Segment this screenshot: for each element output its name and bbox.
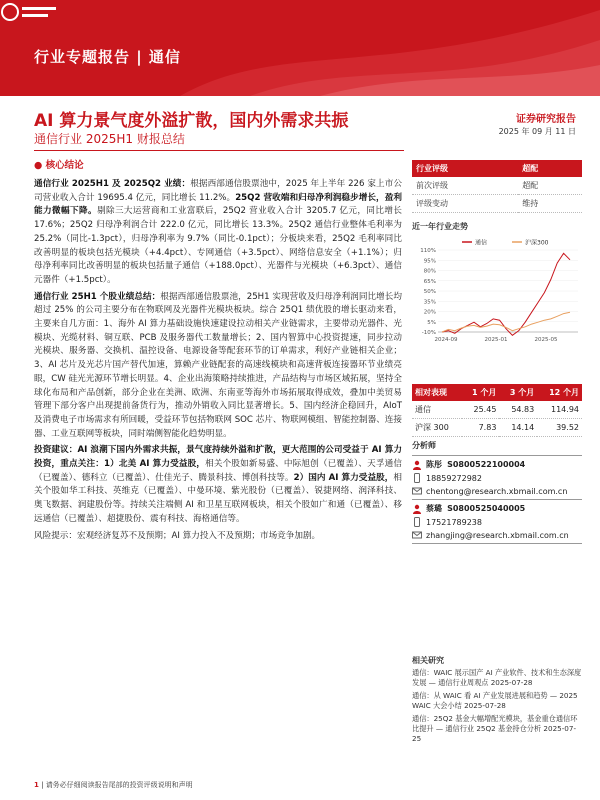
analyst-email-row: [412, 530, 582, 540]
analyst-phone-row: [412, 473, 582, 483]
analyst-section: [412, 440, 582, 547]
paragraph-risk: [34, 530, 402, 544]
para1-text: 根据西部通信股票池中，2025 年上半年 226 家上市公司营业收入合计 19695.4 亿元，同比增长 11.2%。: [34, 179, 402, 203]
phone-icon: [412, 473, 422, 483]
analyst-cert: S0800522100004: [447, 460, 526, 469]
analyst-name: 蔡璐: [426, 504, 442, 513]
related-title: 相关研究: [412, 656, 444, 665]
analyst-title: 分析师: [412, 441, 436, 450]
perf-cell: 14.14: [499, 419, 537, 437]
series-line-通信: [442, 253, 570, 335]
y-tick-label: 35%: [423, 299, 436, 306]
perf-cell: 114.94: [537, 401, 582, 419]
rating-head-label: 行业评级: [412, 160, 518, 177]
perf-cell: 39.52: [537, 419, 582, 437]
rating-value: 超配: [518, 177, 582, 195]
para4-text: 风险提示：宏观经济复苏不及预期；AI 算力投入不及预期；市场竞争加剧。: [34, 530, 321, 541]
perf-cell: 沪深 300: [412, 419, 462, 437]
para3-lead2: 2）国内 AI 算力受益股，: [293, 472, 394, 483]
perf-header-cell: 12 个月: [537, 384, 582, 401]
email-icon: [412, 486, 422, 496]
related-research: [412, 656, 582, 744]
legend-label: 沪深300: [525, 239, 549, 247]
y-tick-label: 95%: [423, 258, 436, 265]
analyst-email[interactable]: zhangjing@research.xbmail.com.cn: [426, 530, 569, 540]
sidebar: [412, 160, 582, 346]
perf-header-cell: 相对表现: [412, 384, 462, 401]
legend-label: 通信: [475, 239, 488, 247]
related-item[interactable]: 通信：WAIC 展示国产 AI 产业软件、技术和生态深度发展 — 通信行业周观点 2025-07-28: [412, 668, 582, 687]
y-tick-label: 5%: [427, 319, 436, 326]
paragraph-investment: [34, 444, 402, 526]
analyst-phone: 17521789238: [426, 517, 482, 527]
banner-title: 行业专题报告 | 通信: [34, 48, 181, 66]
analyst-name-row: [412, 503, 582, 514]
perf-header-cell: 1 个月: [462, 384, 500, 401]
perf-cell: 7.83: [462, 419, 500, 437]
para2-lead: 通信行业 25H1 个股业绩总结：: [34, 291, 161, 302]
phone-icon: [412, 517, 422, 527]
report-title: AI 算力景气度外溢扩散，国内外需求共振: [34, 111, 349, 131]
y-tick-label: 80%: [423, 268, 436, 275]
paragraph-stock-summary: [34, 291, 402, 442]
report-date: 2025 年 09 月 11 日: [498, 127, 576, 136]
perf-header-row: [412, 384, 582, 401]
analyst-email[interactable]: chentong@research.xbmail.com.cn: [426, 486, 568, 496]
para3-text2: 相关个股如华工科技、英维克（已覆盖）、中曼环境、紫光股份（已覆盖）、锐捷网络、润泽科技、奥飞数据、润建股份等。持续关注端侧 AI 和卫星互联网板块，相关个股如广和通（已覆盖）、移远通信（已覆盖）、超捷股份、震有科技、海格通信等。: [34, 472, 403, 524]
rating-value: 维持: [518, 195, 582, 213]
section-head: ● 核心结论: [34, 160, 84, 171]
perf-cell: 25.45: [462, 401, 500, 419]
analyst-email-row: [412, 486, 582, 496]
analyst-cert: S0800525040005: [447, 504, 526, 513]
y-tick-label: -10%: [421, 330, 436, 336]
paragraph-performance: [34, 178, 402, 288]
para3-lead: 投资建议：AI 浪潮下国内外需求共振，景气度持续外溢和扩散，更大范围的公司受益于 AI 算力投资，重点关注：1）北美 AI 算力受益股，: [34, 445, 402, 470]
para1-lead: 通信行业 2025H1 及 2025Q2 业绩：: [34, 179, 191, 189]
rating-row: [412, 195, 582, 213]
performance-table: [412, 384, 582, 437]
x-tick-label: 2024-09: [434, 337, 458, 343]
report-type: 证券研究报告: [516, 114, 576, 125]
performance-section: [412, 384, 582, 437]
rating-label: 评级变动: [412, 195, 518, 213]
person-icon: [412, 504, 422, 514]
title-divider: [34, 150, 404, 151]
perf-cell: 54.83: [499, 401, 537, 419]
analyst-divider: [412, 499, 582, 500]
analyst-divider: [412, 543, 582, 544]
person-icon: [412, 460, 422, 470]
x-tick-label: 2025-01: [484, 337, 508, 343]
analyst-name-row: [412, 459, 582, 470]
y-tick-label: 110%: [420, 248, 436, 254]
related-item[interactable]: 通信：从 WAIC 看 AI 产业发展进展和趋势 — 2025 WAIC 大会小结 2025-07-28: [412, 691, 578, 710]
para1-lead2: 25Q2 营收端和归母净利润稳步增长，盈利能力微幅下降。: [34, 192, 402, 217]
rating-head-value: 超配: [518, 160, 582, 177]
x-tick-label: 2025-05: [534, 337, 558, 343]
company-logo-icon: [0, 0, 60, 24]
chart-title: 近一年行业走势: [412, 222, 468, 231]
report-subtitle: 通信行业 2025H1 财报总结: [34, 132, 185, 146]
report-body: [34, 178, 402, 546]
perf-row: [412, 419, 582, 437]
rating-label: 前次评级: [412, 177, 518, 195]
y-tick-label: 20%: [423, 309, 436, 316]
perf-row: [412, 401, 582, 419]
analyst-phone: 18859272982: [426, 473, 482, 483]
perf-header-cell: 3 个月: [499, 384, 537, 401]
y-tick-label: 50%: [423, 289, 436, 295]
trend-chart: [412, 236, 582, 346]
email-icon: [412, 530, 422, 540]
para3-text: 相关个股如新易盛、中际旭创（已覆盖）、天孚通信（已覆盖）、德科立（已覆盖）、仕佳光子、腾景科技、博创科技等。: [34, 459, 403, 483]
rating-head-row: [412, 160, 582, 177]
analyst-name: 陈彤: [426, 460, 442, 469]
trend-chart-svg: [412, 236, 582, 346]
para1-text2: 剔除三大运营商和工业富联后，25Q2 营业收入合计 3205.7 亿元，同比增长 17.6%；25Q2 归母净利润合计 222.0 亿元，同比增长 13.3%。25Q2 通信行业整体毛利率为 25.2%（同比-1.3pct），归母净利率为 9.7%（同比-0.1pct）；分板块来看，25Q2 毛利率同比改善明显的板块包括光模块（+4.4pct）、专网通信（+3.5pct）、网络信息安全（+1.1%）；归母净利率同比改善明显的板块包括量子通信（+188.0pct）、光器件与光模块（+6.3pct）、通信元器件（+1.5pct）。: [34, 206, 402, 285]
section-head-label: 核心结论: [45, 160, 84, 171]
perf-cell: 通信: [412, 401, 462, 419]
para2-text: 根据西部通信股票池，25H1 实现营收及归母净利润同比增长均超过 25% 的公司主要分布在物联网及光器件光模块板块。综合 25Q1 绩优股的增长驱动来看，主要来自几方面：1、海外 AI 算力基础设施快速建设拉动相关产业链需求，主要带动光器件、光模块、光缆材料、铜互联、PCB 及服务器代工数量增长；2、国内智算中心投资提速，同步拉动光模块、服务器、交换机、温控设备、电源设备等配套环节的订单需求，利好产业链相关企业；3、AI 芯片及光芯片国产替代加速，算赖产业链配套的高速线模块和高速背板连接器环节业绩亮眼，CW 硅光光源环节增长明显。4、企业出海策略持续推进，产品结构与市场区域拓展，坚持全球化布局和产品创新，部分企业在美洲、欧洲、东南亚等海外市场拓展取得成效，叠加中美贸易管理下部分客户出现提前备货行为，推动外销收入同比显著增长。5、国内经济企稳回升，AIoT 及消费电子市场需求有所回暖，受益环节包括物联网 SOC 芯片、物联网模组、智能控制器、连接器、工业互联网等板块，同时端侧智能化趋势明显。: [34, 291, 402, 439]
header-banner: [0, 0, 600, 96]
related-item[interactable]: 通信：25Q2 基金大幅增配光模块，基金重仓通信环比提升 — 通信行业 25Q2 基金持仓分析 2025-07-25: [412, 714, 578, 743]
page-number: 1: [34, 781, 39, 789]
y-tick-label: 65%: [423, 278, 436, 285]
analyst-phone-row: [412, 517, 582, 527]
analyst-divider: [412, 455, 582, 456]
footer: 1 | 请务必仔细阅读报告尾部的投资评级说明和声明: [34, 781, 193, 789]
rating-table: [412, 160, 582, 213]
rating-row: [412, 177, 582, 195]
footer-disclaimer: 请务必仔细阅读报告尾部的投资评级说明和声明: [45, 781, 193, 789]
